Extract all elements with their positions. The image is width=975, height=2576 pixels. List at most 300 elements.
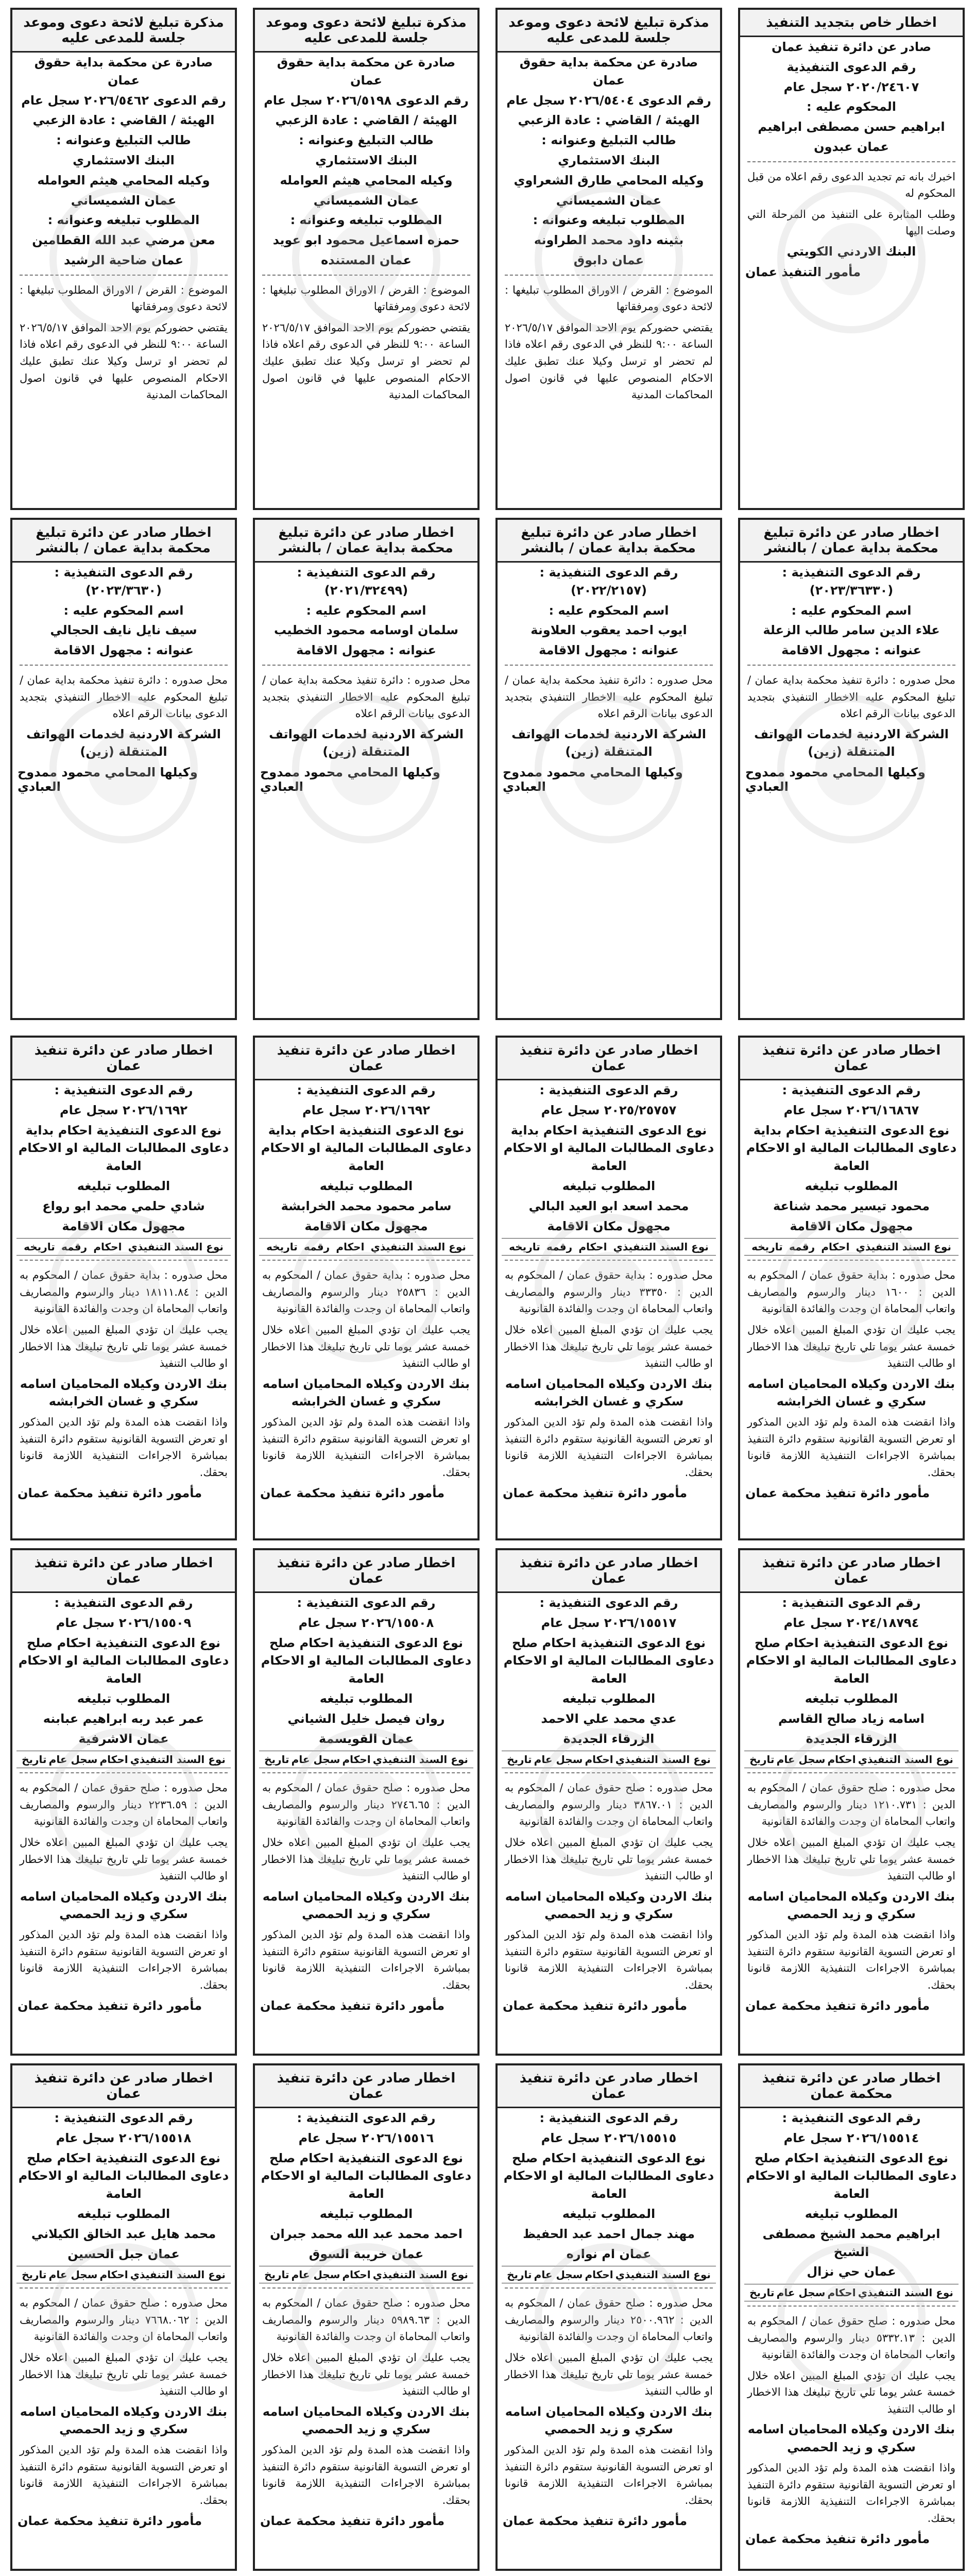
notice-line: الهيئة / القاضي : عادة الزعبي [32,113,215,128]
notice-line: طالب التبليغ وعنوانه : [56,133,191,148]
divider [505,2287,713,2289]
notice-party: الشركة الاردنية لخدمات الهواتف المتنقلة (زين) [269,726,464,759]
legal-notice [10,518,237,1020]
notice-body-3: واذا انقضت هذه المدة ولم تؤد الدين المذكور او تعرض التسوية القانونية ستقوم دائرة التنفيذ بمباشرة الاجراءات التنفيذية اللازمة قانونا بحقك. [262,2444,470,2506]
notice-body-3: واذا انقضت هذه المدة ولم تؤد الدين المذكور او تعرض التسوية القانونية ستقوم دائرة التنفيذ بمباشرة الاجراءات التنفيذية اللازمة قانونا بحقك. [262,1928,470,1991]
notice-party: بنك الاردن وكيلاه المحاميان اسامه سكري و غسان الخرابشه [505,1376,713,1409]
notice-line: رقم الدعوى التنفيذية : (٢٠٢٣/٣٦٣٣٠) [782,565,921,598]
notice-line: الهيئة / القاضي : عادة الزعبي [275,113,457,128]
notice-line: عمان خريبة السوق [309,2246,424,2261]
notice-header: اخطار صادر عن دائرة تنفيذ عمان [498,1550,720,1593]
notice-line: عمان حي نزال [807,2264,896,2279]
notice-party: بنك الاردن وكيلاه المحاميان اسامه سكري و زيد الحمصي [747,2422,955,2455]
notice-line: اسم المحكوم عليه : [63,603,184,618]
notice-line: ابراهيم حسن مصطفى ابراهيم [758,120,945,134]
notice-line: البنك الاستثماري [73,152,175,167]
notice-line: نوع الدعوى التنفيذية احكام بداية دعاوى المطالبات المالية او الاحكام العامة [18,1123,229,1174]
notice-header: اخطار صادر عن دائرة تنفيذ عمان [12,1038,235,1080]
table-header-cell: سجل عام [534,1753,583,1766]
notice-party: بنك الاردن وكيلاه المحاميان اسامه سكري و زيد الحمصي [505,2404,713,2437]
notice-footer: مأمور دائرة تنفيذ محكمة عمان [745,2532,930,2547]
table-header-cell: تاريخ [22,1753,47,1766]
notice-line: نوع الدعوى التنفيذية احكام صلح دعاوى المطالبات المالية او الاحكام العامة [746,2150,957,2201]
notice-line: احمد محمد عبد الله محمد جبران [270,2226,463,2241]
notice-body-2: يجب عليك ان تؤدي المبلغ المبين اعلاه خلال خمسة عشر يوما تلي تاريخ تبليغك هذا الاخطار او طالب التنفيذ [505,1324,713,1370]
notice-line: رقم الدعوى التنفيذية : (٢٠٢٢/٢١٥٧) [539,565,678,598]
notice-body-2: يجب عليك ان تؤدي المبلغ المبين اعلاه خلال خمسة عشر يوما تلي تاريخ تبليغك هذا الاخطار او طالب التنفيذ [505,1836,713,1883]
notice-body-2: يجب عليك ان تؤدي المبلغ المبين اعلاه خلال خمسة عشر يوما تلي تاريخ تبليغك هذا الاخطار او طالب التنفيذ [20,1836,228,1883]
notice-line: اسم المحكوم عليه : [549,603,669,618]
notice-table [16,1238,231,1256]
notice-line: عنوانه : مجهول الاقامة [296,643,436,658]
divider [20,1260,228,1261]
notice-line: اسامه زياد صالح القاسم [778,1711,925,1726]
notice-header: اخطار صادر عن دائرة تبليغ محكمة بداية عمان / بالنشر [498,520,720,563]
notice-line: صادرة عن محكمة بداية حقوق عمان [277,55,456,88]
notice-header: اخطار صادر عن دائرة تبليغ محكمة بداية عمان / بالنشر [740,520,963,563]
notice-body: الموضوع : القرض / الاوراق المطلوب تبليغها : لائحة دعوى ومرفقاتها [20,283,228,313]
table-header-cell: تاريخه [751,1241,783,1253]
table-header-cell: احكام [821,1241,850,1253]
notice-line: وكيله المحامي هيثم العوامله [280,173,453,188]
table-header-cell: رقمه [789,1241,815,1253]
notice-line: المطلوب تبليغه [562,1691,656,1706]
notice-line: المطلوب تبليغه [77,2206,170,2221]
notice-body: محل صدوره : صلح حقوق عمان / المحكوم به الدين : ٢٧٤٦.٦٥ دينار والرسوم والمصاريف واتعاب المحاماة ان وجدت والفائدة القانونية [262,1782,471,1828]
notice-line: رقم الدعوى ٢٠٢٦/٥١٩٨ سجل عام [264,93,469,108]
notices-row-2 [10,518,965,1020]
table-header-cell: تاريخ [749,1753,775,1766]
notice-body-3: واذا انقضت هذه المدة ولم تؤد الدين المذكور او تعرض التسوية القانونية ستقوم دائرة التنفيذ بمباشرة الاجراءات التنفيذية اللازمة قانونا بحقك. [505,2444,713,2506]
table-header-cell: تاريخه [24,1241,55,1253]
notice-body-2: يقتضي حضوركم يوم الاحد الموافق ٢٠٢٦/٥/١٧ الساعة ٩:٠٠ للنظر في الدعوى رقم اعلاه فاذا لم تحضر او ترسل وكيلا عنك تطبق عليك الاحكام المنصوص عليها في قانون اصول المحاكمات المدنية [20,321,228,401]
table-header-cell: احكام [578,1241,607,1253]
notice-line: ٢٠٢٦/١٦٩٢ سجل عام [60,1103,187,1117]
notice-body-2: يجب عليك ان تؤدي المبلغ المبين اعلاه خلال خمسة عشر يوما تلي تاريخ تبليغك هذا الاخطار او طالب التنفيذ [747,1324,955,1370]
notice-party: الشركة الاردنية لخدمات الهواتف المتنقلة (زين) [754,726,949,759]
notice-line: الهيئة / القاضي : عادة الزعبي [518,113,700,128]
notice-footer: وكيلها المحامي محمود ممدوح العبادي [260,765,440,794]
notice-body: محل صدوره : صلح حقوق عمان / المحكوم به الدين : ٥٩٨٩.٦٣ دينار والرسوم والمصاريف واتعاب المحاماة ان وجدت والفائدة القانونية [262,2297,471,2343]
notice-line: عمان الاشرفية [78,1731,169,1746]
notice-line: مجهول مكان الاقامة [304,1218,428,1233]
notice-body-3: واذا انقضت هذه المدة ولم تؤد الدين المذكور او تعرض التسوية القانونية ستقوم دائرة التنفيذ بمباشرة الاجراءات التنفيذية اللازمة قانونا بحقك. [747,1928,955,1991]
notice-table [502,1238,716,1256]
divider [262,275,470,276]
notice-line: صادر عن دائرة تنفيذ عمان [771,40,932,54]
notice-body: محل صدوره : دائرة تنفيذ محكمة بداية عمان / تبليغ المحكوم عليه الاخطار التنفيذي بتجديد الدعوى بيانات الرقم اعلاه [505,673,713,720]
notice-header: اخطار صادر عن دائرة تنفيذ عمان [255,1550,477,1593]
notice-line: اسم المحكوم عليه : [306,603,426,618]
notice-body: محل صدوره : بداية حقوق عمان / المحكوم به الدين : ١٨١١١.٨٤ دينار والرسوم والمصاريف واتعاب المحاماة ان وجدت والفائدة القانونية [20,1269,228,1315]
legal-notice [495,2063,722,2571]
notice-line: رقم الدعوى التنفيذية : [297,1596,436,1610]
notice-body-3: واذا انقضت هذه المدة ولم تؤد الدين المذكور او تعرض التسوية القانونية ستقوم دائرة التنفيذ بمباشرة الاجراءات التنفيذية اللازمة قانونا بحقك. [262,1416,470,1479]
notice-line: ٢٠٢٦/١٥٥١٦ سجل عام [298,2130,434,2145]
notice-body: محل صدوره : بداية حقوق عمان / المحكوم به الدين : ٣٣٣٥٠ دينار والرسوم والمصاريف واتعاب المحاماة ان وجدت والفائدة القانونية [505,1269,713,1315]
notice-line: ٢٠٢٦/١٥٥١٥ سجل عام [541,2130,677,2145]
notice-line: سامر محمود محمد الخرابشة [281,1198,452,1213]
notice-line: رقم الدعوى التنفيذية : [782,1596,921,1610]
notices-row-3 [10,1036,965,1540]
divider [505,1772,713,1773]
notice-line: نوع الدعوى التنفيذية احكام صلح دعاوى المطالبات المالية او الاحكام العامة [261,2150,472,2201]
notice-header: اخطار صادر عن دائرة تنفيذ عمان [255,2065,477,2108]
notice-footer: مأمور دائرة تنفيذ محكمة عمان [745,1998,930,2013]
notice-line: رقم الدعوى التنفيذية : [539,1596,678,1610]
divider [20,1772,228,1773]
notice-body-3: واذا انقضت هذه المدة ولم تؤد الدين المذكور او تعرض التسوية القانونية ستقوم دائرة التنفيذ بمباشرة الاجراءات التنفيذية اللازمة قانونا بحقك. [20,1416,228,1479]
notice-line: المطلوب تبليغه وعنوانه : [47,213,200,228]
notice-header: اخطار صادر عن دائرة تنفيذ عمان [740,1038,963,1080]
notice-line: ٢٠٢٤/١٨٧٩٤ سجل عام [783,1615,919,1630]
notice-table [744,1751,959,1768]
notice-body-3: واذا انقضت هذه المدة ولم تؤد الدين المذكور او تعرض التسوية القانونية ستقوم دائرة التنفيذ بمباشرة الاجراءات التنفيذية اللازمة قانونا بحقك. [20,2444,228,2506]
notice-body: الموضوع : القرض / الاوراق المطلوب تبليغها : لائحة دعوى ومرفقاتها [505,283,713,313]
notice-footer: مأمور دائرة تنفيذ محكمة عمان [260,1486,445,1501]
table-header-cell: تاريخ [264,1753,289,1766]
notice-body-2: وطلب المثابرة على التنفيذ من المرحلة التي وصلت اليها [747,208,955,238]
divider [747,1772,955,1773]
notice-line: نوع الدعوى التنفيذية احكام صلح دعاوى المطالبات المالية او الاحكام العامة [261,1635,472,1686]
notice-footer: مأمور دائرة تنفيذ محكمة عمان [18,1998,202,2013]
table-header-cell: احكام [585,1753,613,1766]
notice-line: رقم الدعوى التنفيذية : (٢٠٢٣/٣٦٣٠) [54,565,193,598]
table-header-cell: احكام [99,1753,128,1766]
notice-line: رقم الدعوى التنفيذية : (٢٠٢١/٣٢٤٩٩) [297,565,436,598]
table-header-cell: احكام [93,1241,122,1253]
divider [505,275,713,276]
notice-header: اخطار صادر عن دائرة تنفيذ عمان [255,1038,477,1080]
table-header-cell: احكام [342,2268,371,2281]
notice-line: ابراهيم محمد الشيخ مصطفى الشيخ [762,2226,940,2259]
notice-line: نوع الدعوى التنفيذية احكام صلح دعاوى المطالبات المالية او الاحكام العامة [503,1635,714,1686]
notice-table [259,1751,473,1768]
notice-line: مجهول مكان الاقامة [790,1218,913,1233]
table-header-cell: احكام [336,1241,365,1253]
divider [747,2306,955,2307]
table-header-cell: تاريخ [264,2268,289,2281]
notice-body-2: يجب عليك ان تؤدي المبلغ المبين اعلاه خلال خمسة عشر يوما تلي تاريخ تبليغك هذا الاخطار او طالب التنفيذ [20,1324,228,1370]
notice-party: البنك الاردني الكويتي [786,244,916,259]
divider [505,1260,713,1261]
notice-footer: مأمور دائرة تنفيذ محكمة عمان [503,1486,688,1501]
notice-footer: وكيلها المحامي محمود ممدوح العبادي [503,765,683,794]
notice-line: رقم الدعوى التنفيذية : [297,1083,436,1097]
table-header-cell: احكام [585,2268,613,2281]
table-header-cell: احكام [827,2286,856,2299]
notice-line: روان فيصل خليل الشياني [287,1711,445,1726]
table-header-cell: تاريخ [507,2268,532,2281]
divider [20,2287,228,2289]
notice-footer: مأمور دائرة تنفيذ محكمة عمان [503,2514,688,2529]
notice-line: رقم الدعوى التنفيذية : [54,1596,193,1610]
notice-line: محمود تيسير محمد شناعة [773,1198,930,1213]
notice-line: عمان دابوق [573,252,644,267]
notice-table [16,1751,231,1768]
notice-body-2: يجب عليك ان تؤدي المبلغ المبين اعلاه خلال خمسة عشر يوما تلي تاريخ تبليغك هذا الاخطار او طالب التنفيذ [747,1836,955,1883]
notice-line: المطلوب تبليغه وعنوانه : [290,213,442,228]
divider [747,1260,955,1261]
notice-line: رقم الدعوى التنفيذية : [297,2111,436,2125]
notice-party: بنك الاردن وكيلاه المحاميان اسامه سكري و زيد الحمصي [262,2404,470,2437]
legal-notice [738,518,965,1020]
notice-line: نوع الدعوى التنفيذية احكام بداية دعاوى المطالبات المالية او الاحكام العامة [746,1123,957,1174]
notice-line: المطلوب تبليغه وعنوانه : [533,213,685,228]
divider [262,1772,470,1773]
notice-line: عمان الشميساني [313,193,419,208]
table-header-cell: رقمه [61,1241,88,1253]
notice-line: شادي حلمي محمد ابو رواع [42,1198,205,1213]
notice-table [502,1751,716,1768]
legal-notice [253,2063,480,2571]
notice-line: طالب التبليغ وعنوانه : [541,133,676,148]
notice-line: المطلوب تبليغه [319,2206,413,2221]
notice-line: مهند جمال احمد عبد الحفيظ [523,2226,695,2241]
notice-line: الزرقاء الجديدة [563,1731,655,1746]
notice-header: مذكرة تبليغ لائحة دعوى وموعد جلسة للمدعى عليه [498,10,720,53]
notice-line: ٢٠٢٦/١٥٥٠٨ سجل عام [298,1615,434,1630]
notice-header: مذكرة تبليغ لائحة دعوى وموعد جلسة للمدعى عليه [255,10,477,53]
notice-line: ٢٠٢٦/١٥٥١٨ سجل عام [56,2130,192,2145]
notice-line: المطلوب تبليغه [805,1691,898,1706]
notice-footer: مأمور دائرة تنفيذ محكمة عمان [260,2514,445,2529]
notice-footer: وكيلها المحامي محمود ممدوح العبادي [745,765,926,794]
notice-line: المطلوب تبليغه [805,1178,898,1193]
notice-line: الزرقاء الجديدة [806,1731,897,1746]
notice-body-3: واذا انقضت هذه المدة ولم تؤد الدين المذكور او تعرض التسوية القانونية ستقوم دائرة التنفيذ بمباشرة الاجراءات التنفيذية اللازمة قانونا بحقك. [747,1416,955,1479]
notice-footer: مأمور دائرة تنفيذ محكمة عمان [503,1998,688,2013]
notice-body: محل صدوره : صلح حقوق عمان / المحكوم به الدين : ٢٥٠٠.٩٦٢ دينار والرسوم والمصاريف واتعاب المحاماة ان وجدت والفائدة القانونية [505,2297,713,2343]
notice-line: عمر عبد ربه ابراهيم عبابنه [43,1711,204,1726]
notice-footer: مأمور دائرة تنفيذ محكمة عمان [18,2514,202,2529]
legal-notice [495,8,722,510]
legal-notice [253,8,480,510]
notice-footer: مأمور دائرة تنفيذ محكمة عمان [260,1998,445,2013]
notice-body-3: واذا انقضت هذه المدة ولم تؤد الدين المذكور او تعرض التسوية القانونية ستقوم دائرة التنفيذ بمباشرة الاجراءات التنفيذية اللازمة قانونا بحقك. [20,1928,228,1991]
notice-line: رقم الدعوى التنفيذية : [54,2111,193,2125]
notice-party: بنك الاردن وكيلاه المحاميان اسامه سكري و زيد الحمصي [20,2404,228,2437]
notice-line: وكيله المحامي هيثم العوامله [37,173,210,188]
divider [262,2287,470,2289]
notice-line: ٢٠٢٦/١٦٩٢ سجل عام [302,1103,430,1117]
notice-body: محل صدوره : صلح حقوق عمان / المحكوم به الدين : ٢٢٣٦.٥٩ دينار والرسوم والمصاريف واتعاب المحاماة ان وجدت والفائدة القانونية [20,1782,228,1828]
notice-line: رقم الدعوى التنفيذية [786,59,916,74]
notice-line: ٢٠٢٦/١٦٨٦٧ سجل عام [783,1103,919,1117]
notice-party: بنك الاردن وكيلاه المحاميان اسامه سكري و زيد الحمصي [747,1889,955,1922]
notice-line: البنك الاستثماري [315,152,417,167]
divider [505,665,713,666]
notice-header: اخطار صادر عن دائرة تبليغ محكمة بداية عمان / بالنشر [12,520,235,563]
notices-row-5 [10,2063,965,2571]
legal-notice [10,1036,237,1540]
divider [747,665,955,666]
notice-header: اخطار صادر عن دائرة تبليغ محكمة بداية عمان / بالنشر [255,520,477,563]
notice-table [502,2266,716,2283]
notice-line: رقم الدعوى ٢٠٢٦/٥٤٦٢ سجل عام [21,93,226,108]
notice-body-2: يجب عليك ان تؤدي المبلغ المبين اعلاه خلال خمسة عشر يوما تلي تاريخ تبليغك هذا الاخطار او طالب التنفيذ [262,1324,470,1370]
notice-line: رقم الدعوى التنفيذية : [539,2111,678,2125]
table-header-cell: نوع السند التنفيذي [615,2268,711,2281]
notice-line: رقم الدعوى ٢٠٢٦/٥٤٠٤ سجل عام [506,93,711,108]
notice-line: مجهول مكان الاقامة [547,1218,671,1233]
notice-body-2: يقتضي حضوركم يوم الاحد الموافق ٢٠٢٦/٥/١٧ الساعة ٩:٠٠ للنظر في الدعوى رقم اعلاه فاذا لم تحضر او ترسل وكيلا عنك تطبق عليك الاحكام المنصوص عليها في قانون اصول المحاكمات المدنية [505,321,713,401]
notice-body: الموضوع : القرض / الاوراق المطلوب تبليغها : لائحة دعوى ومرفقاتها [262,283,470,313]
notice-table [259,1238,473,1256]
notice-body: محل صدوره : صلح حقوق عمان / المحكوم به الدين : ٧٦٦٨.٠٦٢ دينار والرسوم والمصاريف واتعاب المحاماة ان وجدت والفائدة القانونية [20,2297,228,2343]
notice-line: معن مرضي عبد الله القطامين [32,233,215,248]
legal-notice [253,1548,480,2056]
notice-line: البنك الاستثماري [558,152,660,167]
notice-line: عنوانه : مجهول الاقامة [539,643,679,658]
table-header-cell: تاريخ [749,2286,775,2299]
notice-line: بثينه داود محمد الطراونه [534,233,684,248]
legal-notice [738,1036,965,1540]
notice-body: محل صدوره : بداية حقوق عمان / المحكوم به الدين : ٢٥٨٣٦ دينار والرسوم والمصاريف واتعاب المحاماة ان وجدت والفائدة القانونية [262,1269,470,1315]
notice-line: المطلوب تبليغه [319,1691,413,1706]
notices-row-4 [10,1548,965,2056]
notice-line: ٢٠٢٦/١٥٥١٤ سجل عام [783,2130,919,2145]
notice-line: نوع الدعوى التنفيذية احكام بداية دعاوى المطالبات المالية او الاحكام العامة [503,1123,714,1174]
notice-line: رقم الدعوى التنفيذية : [782,2111,921,2125]
notice-line: عمان المستنده [321,252,412,267]
table-header-cell: سجل عام [776,2286,826,2299]
table-header-cell: نوع السند التنفيذي [130,1753,226,1766]
table-header-cell: نوع السند التنفيذي [615,1753,711,1766]
notice-line: علاء الدين سامر طالب الزعلة [763,623,940,638]
notice-line: نوع الدعوى التنفيذية احكام بداية دعاوى المطالبات المالية او الاحكام العامة [261,1123,472,1174]
notice-line: عمان القويسمة [319,1731,414,1746]
table-header-cell: نوع السند التنفيذي [858,2286,953,2299]
table-header-cell: نوع السند التنفيذي [856,1241,951,1253]
notice-body-2: يجب عليك ان تؤدي المبلغ المبين اعلاه خلال خمسة عشر يوما تلي تاريخ تبليغك هذا الاخطار او طالب التنفيذ [505,2351,713,2398]
table-header-cell: نوع السند التنفيذي [613,1241,709,1253]
notice-party: بنك الاردن وكيلاه المحاميان اسامه سكري و غسان الخرابشه [262,1376,470,1409]
notice-line: عمان ضاحية الرشيد [64,252,183,267]
notice-footer: مأمور التنفيذ عمان [745,264,861,279]
notice-table [16,2266,231,2283]
notice-line: رقم الدعوى التنفيذية : [539,1083,678,1097]
notice-body: محل صدوره : بداية حقوق عمان / المحكوم به الدين : ١٦٠٠ دينار والرسوم والمصاريف واتعاب المحاماة ان وجدت والفائدة القانونية [747,1269,955,1315]
notice-header: اخطار صادر عن دائرة تنفيذ عمان [740,1550,963,1593]
notice-line: نوع الدعوى التنفيذية احكام صلح دعاوى المطالبات المالية او الاحكام العامة [18,1635,229,1686]
table-header-cell: نوع السند التنفيذي [130,2268,226,2281]
table-header-cell: نوع السند التنفيذي [370,1241,466,1253]
table-header-cell: سجل عام [48,2268,98,2281]
notice-header: اخطار صادر عن دائرة تنفيذ عمان [498,2065,720,2108]
notice-line: اسم المحكوم عليه : [791,603,912,618]
divider [747,161,955,162]
notice-header: مذكرة تبليغ لائحة دعوى وموعد جلسة للمدعى عليه [12,10,235,53]
notice-line: مجهول مكان الاقامة [62,1218,185,1233]
table-header-cell: نوع السند التنفيذي [128,1241,224,1253]
notice-header: اخطار صادر عن دائرة تنفيذ عمان [498,1038,720,1080]
notice-table [744,2284,959,2301]
notice-table [744,1238,959,1256]
notice-line: ٢٠٢٥/٢٥٧٥٧ سجل عام [541,1103,677,1117]
table-header-cell: سجل عام [534,2268,583,2281]
divider [20,275,228,276]
notice-body-3: واذا انقضت هذه المدة ولم تؤد الدين المذكور او تعرض التسوية القانونية ستقوم دائرة التنفيذ بمباشرة الاجراءات التنفيذية اللازمة قانونا بحقك. [505,1928,713,1991]
notice-party: بنك الاردن وكيلاه المحاميان اسامه سكري و زيد الحمصي [20,1889,228,1922]
notice-line: المطلوب تبليغه [319,1178,413,1193]
notice-line: عمان الشميساني [71,193,177,208]
notice-footer: وكيلها المحامي محمود ممدوح العبادي [18,765,198,794]
legal-notice [495,1036,722,1540]
notice-line: محمد هايل عبد الخالق الكيلاني [31,2226,216,2241]
table-header-cell: رقمه [546,1241,573,1253]
legal-notice [10,1548,237,2056]
notice-footer: مأمور دائرة تنفيذ محكمة عمان [745,1486,930,1501]
notice-line: المحكوم عليه : [806,99,897,114]
notice-header: اخطار صادر عن دائرة تنفيذ عمان [12,1550,235,1593]
legal-notice [10,2063,237,2571]
table-header-cell: نوع السند التنفيذي [372,2268,468,2281]
table-header-cell: سجل عام [291,2268,340,2281]
notice-body: اخبرك بانه تم تجديد الدعوى رقم اعلاه من قبل المحكوم له [747,170,955,200]
notice-party: بنك الاردن وكيلاه المحاميان اسامه سكري و غسان الخرابشه [747,1376,955,1409]
table-header-cell: احكام [342,1753,371,1766]
notice-table [259,2266,473,2283]
notice-body: محل صدوره : دائرة تنفيذ محكمة بداية عمان / تبليغ المحكوم عليه الاخطار التنفيذي بتجديد الدعوى بيانات الرقم اعلاه [747,673,955,720]
legal-notice [495,1548,722,2056]
legal-notice [10,8,237,510]
notice-line: عنوانه : مجهول الاقامة [54,643,194,658]
notice-party: الشركة الاردنية لخدمات الهواتف المتنقلة (زين) [26,726,221,759]
notice-header: اخطار صادر عن دائرة تنفيذ محكمة عمان [740,2065,963,2108]
notice-party: بنك الاردن وكيلاه المحاميان اسامه سكري و زيد الحمصي [505,1889,713,1922]
notice-line: عمان ام نواره [566,2246,652,2261]
notice-body-3: واذا انقضت هذه المدة ولم تؤد الدين المذكور او تعرض التسوية القانونية ستقوم دائرة التنفيذ بمباشرة الاجراءات التنفيذية اللازمة قانونا بحقك. [747,2462,955,2524]
notice-line: سيف نايل نايف الحجالي [50,623,197,638]
notice-header: اخطار خاص بتجديد التنفيذ [740,10,963,37]
legal-notice [495,518,722,1020]
notice-line: عمان جبل الحسين [67,2246,180,2261]
table-header-cell: تاريخه [266,1241,298,1253]
notice-line: طالب التبليغ وعنوانه : [299,133,434,148]
notice-body: محل صدوره : دائرة تنفيذ محكمة بداية عمان / تبليغ المحكوم عليه الاخطار التنفيذي بتجديد الدعوى بيانات الرقم اعلاه [20,673,228,720]
notice-body-2: يجب عليك ان تؤدي المبلغ المبين اعلاه خلال خمسة عشر يوما تلي تاريخ تبليغك هذا الاخطار او طالب التنفيذ [747,2369,955,2415]
notice-body: محل صدوره : صلح حقوق عمان / المحكوم به الدين : ٣٨٦٧.٠١ دينار والرسوم والمصاريف واتعاب المحاماة ان وجدت والفائدة القانونية [505,1782,713,1828]
table-header-cell: احكام [827,1753,856,1766]
notice-line: صادرة عن محكمة بداية حقوق عمان [34,55,213,88]
table-header-cell: رقمه [303,1241,330,1253]
legal-notice [738,8,965,510]
notice-body-2: يجب عليك ان تؤدي المبلغ المبين اعلاه خلال خمسة عشر يوما تلي تاريخ تبليغك هذا الاخطار او طالب التنفيذ [20,2351,228,2398]
notice-line: نوع الدعوى التنفيذية احكام صلح دعاوى المطالبات المالية او الاحكام العامة [746,1635,957,1686]
notice-line: ايوب احمد يعقوب العلاونة [531,623,687,638]
divider [262,1260,470,1261]
table-header-cell: سجل عام [291,1753,340,1766]
table-header-cell: سجل عام [776,1753,826,1766]
notice-line: المطلوب تبليغه [77,1691,170,1706]
notice-body: محل صدوره : صلح حقوق عمان / المحكوم به الدين : ٥٣٣٢.١٣ دينار والرسوم والمصاريف واتعاب المحاماة ان وجدت والفائدة القانونية [747,2315,956,2361]
notice-party: بنك الاردن وكيلاه المحاميان اسامه سكري و زيد الحمصي [262,1889,470,1922]
table-header-cell: تاريخه [509,1241,540,1253]
table-header-cell: تاريخ [507,1753,532,1766]
notice-body: محل صدوره : دائرة تنفيذ محكمة بداية عمان / تبليغ المحكوم عليه الاخطار التنفيذي بتجديد الدعوى بيانات الرقم اعلاه [262,673,470,720]
notice-line: وكيله المحامي طارق الشعراوي [514,173,704,188]
legal-notice [738,2063,965,2571]
notice-header: اخطار صادر عن دائرة تنفيذ عمان [12,2065,235,2108]
notice-footer: مأمور دائرة تنفيذ محكمة عمان [18,1486,202,1501]
notice-line: عنوانه : مجهول الاقامة [781,643,921,658]
notice-body: محل صدوره : صلح حقوق عمان / المحكوم به الدين : ١٢١٠.٧٣١ دينار والرسوم والمصاريف واتعاب المحاماة ان وجدت والفائدة القانونية [747,1782,956,1828]
notice-body-2: يجب عليك ان تؤدي المبلغ المبين اعلاه خلال خمسة عشر يوما تلي تاريخ تبليغك هذا الاخطار او طالب التنفيذ [262,1836,470,1883]
notice-line: عمان الشميساني [556,193,662,208]
notice-line: ٢٠٢٠/٢٤٦٠٧ سجل عام [783,79,919,94]
legal-notice [253,518,480,1020]
